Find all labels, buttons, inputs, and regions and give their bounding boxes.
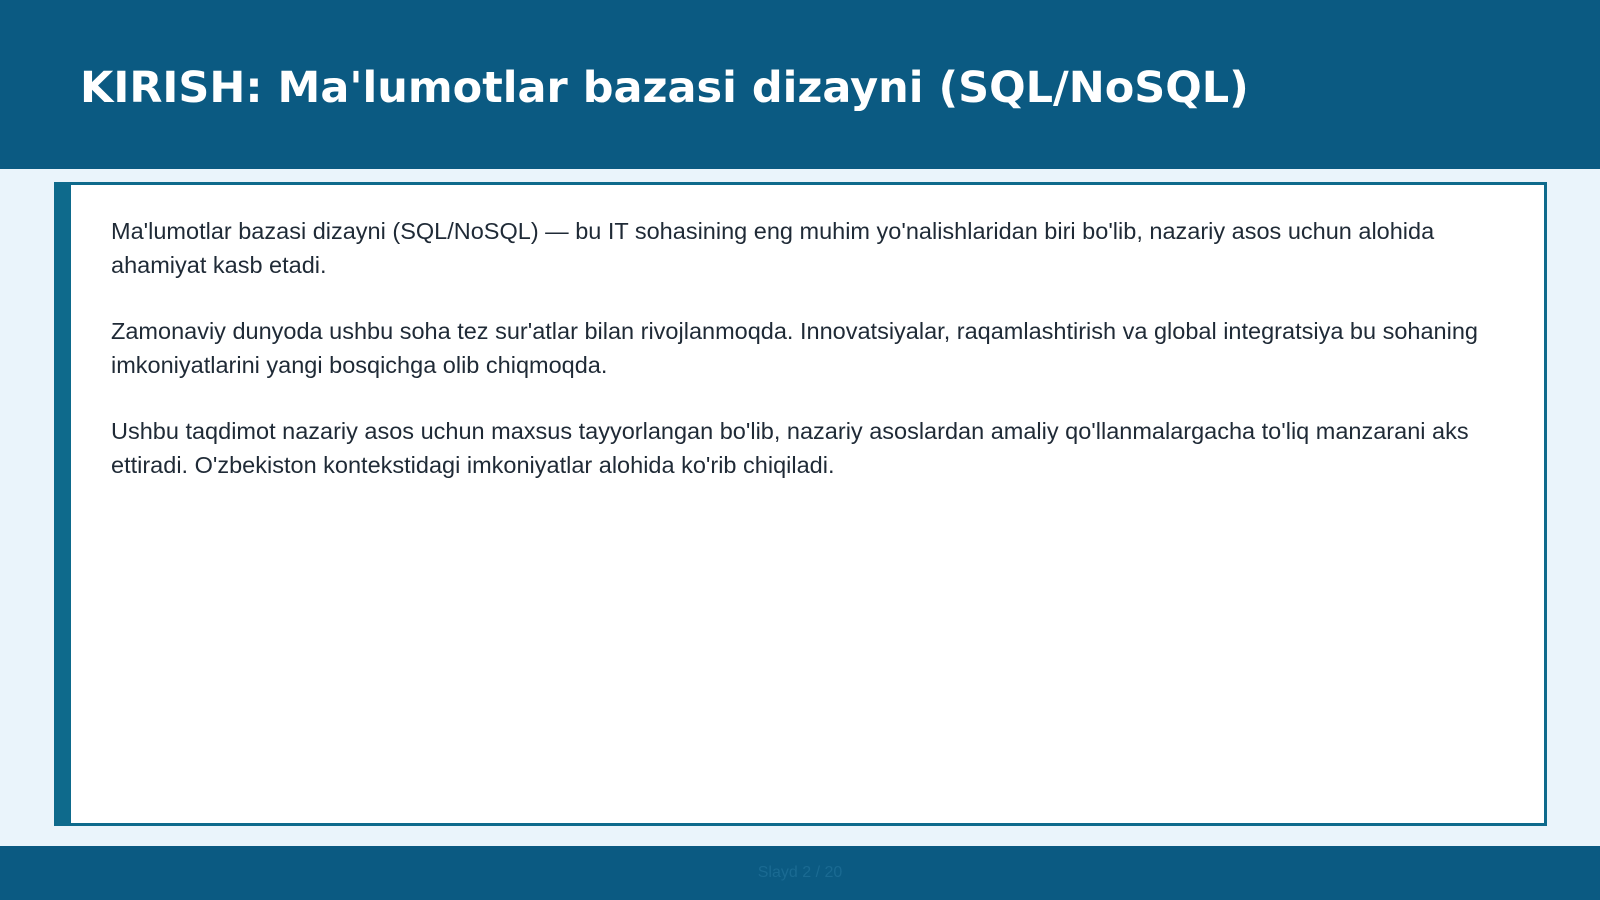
slide-footer xyxy=(0,846,1600,900)
slide-title: KIRISH: Ma'lumotlar bazasi dizayni (SQL/NoSQL) xyxy=(80,63,1249,113)
page-number: Slayd 2 / 20 xyxy=(757,864,843,881)
content-panel xyxy=(54,182,1547,826)
content-text xyxy=(111,214,1516,514)
paragraph-modern-world: Zamonaviy dunyoda ushbu soha tez sur'atlar bilan rivojlanmoqda. Innovatsiyalar, raqamlashtirish va global integratsiya bu sohaning imkoniyatlarini yangi bosqichga olib chiqmoqda. xyxy=(111,318,1478,378)
paragraph-presentation-purpose: Ushbu taqdimot nazariy asos uchun maxsus tayyorlangan bo'lib, nazariy asoslardan amaliy qo'llanmalargacha to'liq manzarani aks ettiradi. O'zbekiston kontekstidagi imkoniyatlar alohida ko'rib chiqiladi. xyxy=(111,418,1469,478)
paragraph-intro: Ma'lumotlar bazasi dizayni (SQL/NoSQL) — bu IT sohasining eng muhim yo'nalishlaridan biri bo'lib, nazariy asos uchun alohida ahamiyat kasb etadi. xyxy=(111,218,1435,278)
slide-header xyxy=(0,0,1600,169)
